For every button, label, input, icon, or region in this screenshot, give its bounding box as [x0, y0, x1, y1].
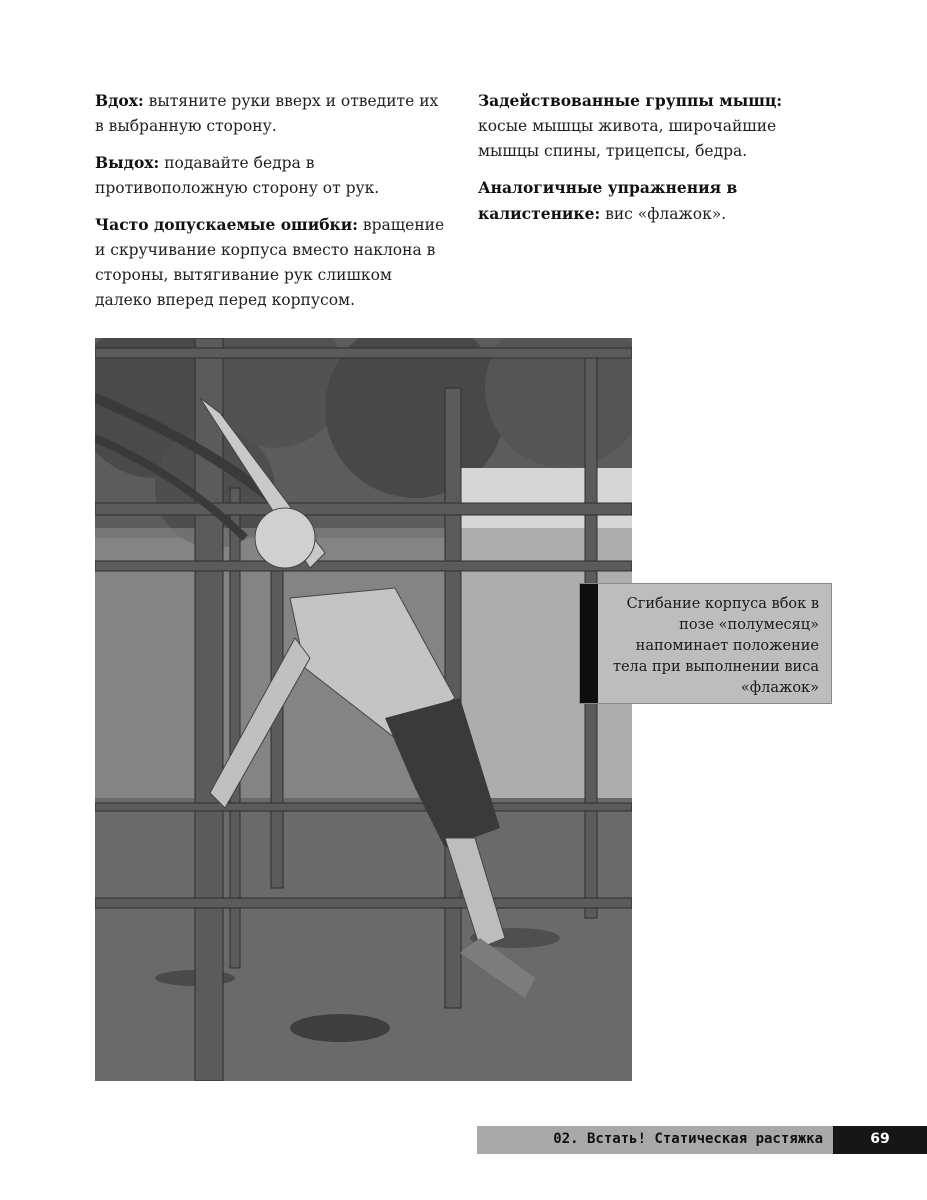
similar-exercises-text: вис «флажок».	[600, 205, 727, 223]
exhale-paragraph	[95, 150, 451, 201]
page-number-box	[833, 1126, 927, 1154]
exhale-text: подавайте бедра в противоположную сторону от рук.	[95, 154, 380, 197]
muscles-paragraph	[478, 88, 834, 164]
similar-exercises-label: Аналогичные упражнения в калистенике:	[478, 178, 738, 223]
mistakes-text: вращение и скручивание корпуса вместо наклона в стороны, вытягивание рук слишком далеко вперед перед корпусом.	[95, 216, 445, 309]
photo-caption-callout	[579, 583, 832, 704]
mistakes-label: Часто допускаемые ошибки:	[95, 215, 358, 234]
page-number: 69	[870, 1131, 890, 1147]
muscles-label: Задействованные группы мышц:	[478, 91, 783, 110]
right-text-column	[478, 88, 834, 238]
photo-illustration	[95, 338, 632, 1081]
mistakes-paragraph	[95, 212, 451, 313]
inhale-paragraph	[95, 88, 451, 139]
muscles-text: косые мышцы живота, широчайшие мышцы спины, трицепсы, бедра.	[478, 117, 777, 160]
similar-exercises-paragraph	[478, 175, 834, 227]
chapter-footer	[477, 1126, 833, 1154]
inhale-text: вытяните руки вверх и отведите их в выбранную сторону.	[95, 92, 439, 135]
exercise-photo	[95, 338, 632, 1081]
callout-text: Сгибание корпуса вбок в позе «полумесяц» напоминает положение тела при выполнении виса «флажок»	[612, 596, 819, 696]
inhale-label: Вдох:	[95, 91, 144, 110]
left-text-column	[95, 88, 451, 324]
callout-accent-bar	[580, 584, 598, 703]
chapter-title: 02. Встать! Статическая растяжка	[553, 1131, 823, 1147]
exhale-label: Выдох:	[95, 153, 160, 172]
